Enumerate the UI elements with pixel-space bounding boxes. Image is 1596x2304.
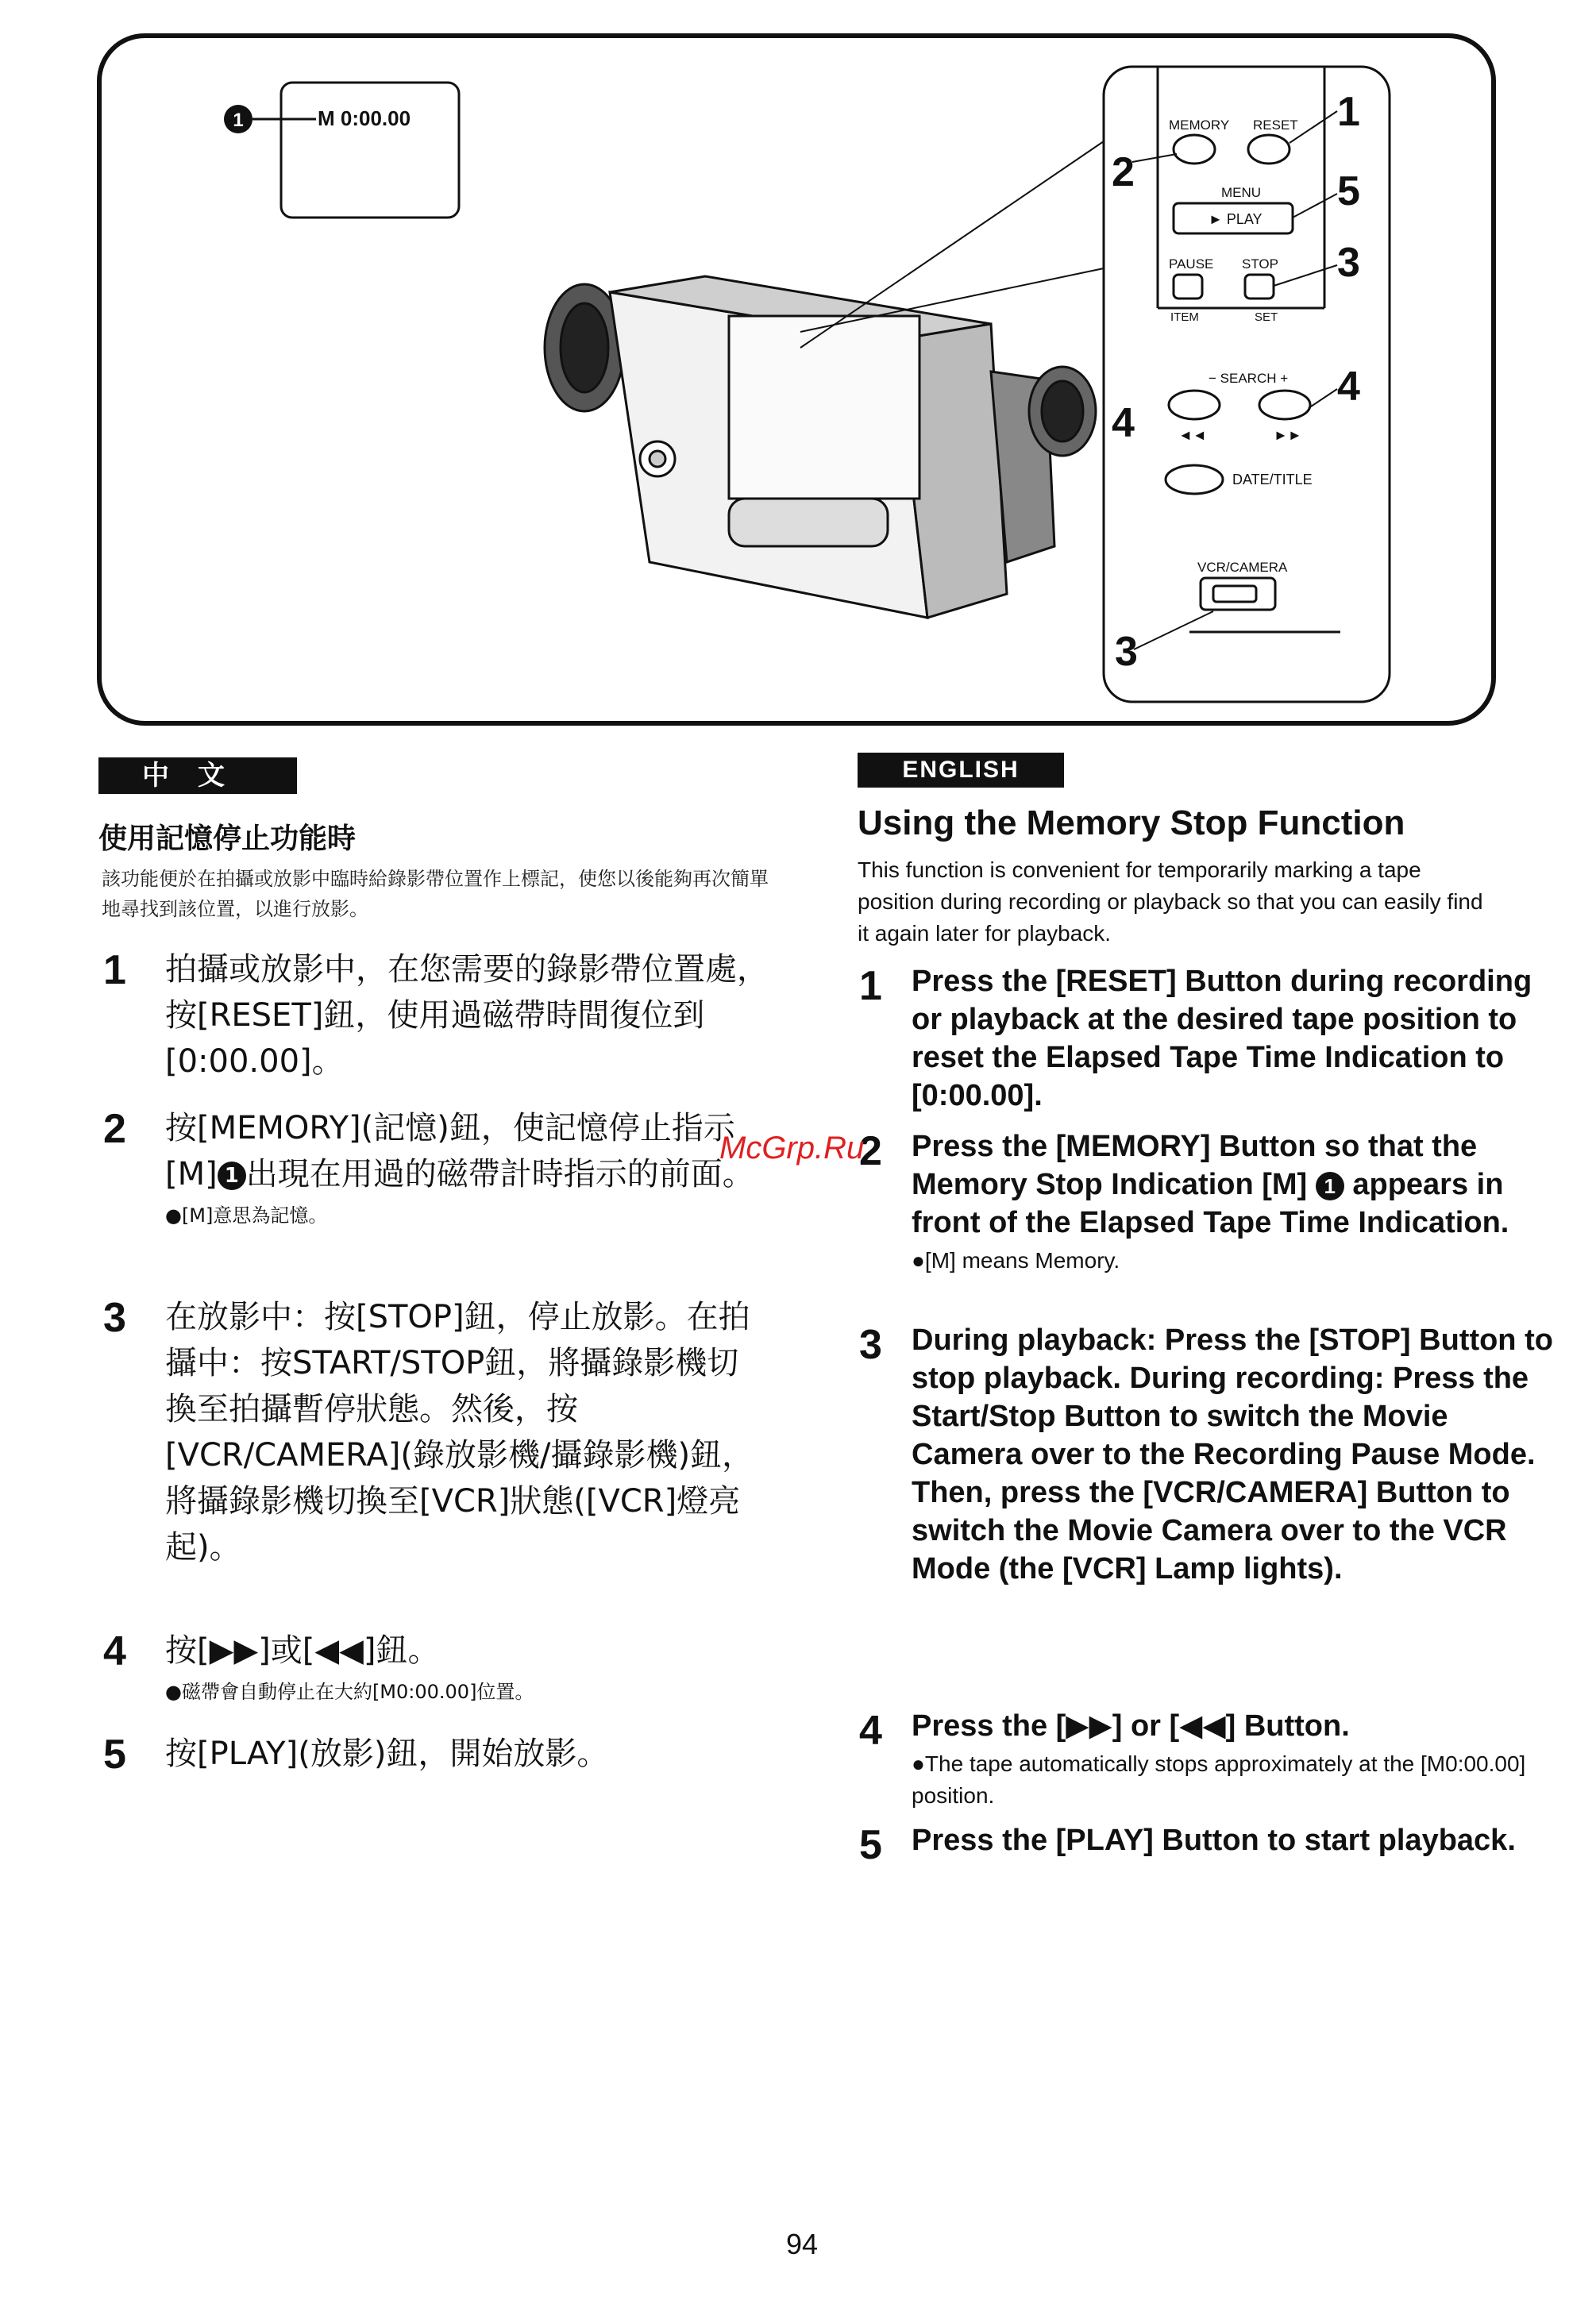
step-text: Press the [RESET] Button during recording or playback at the desired tape position to reset the Elapsed Tape Time Indication to [0:00.00]. xyxy=(912,965,1532,1112)
step-text: Press the [MEMORY] Button so that the Memory Stop Indication [M] 1 appears in front of the Elapsed Tape Time Indication. ●[M] means Memory. xyxy=(912,1127,1563,1277)
stop-button xyxy=(1245,275,1274,299)
callout-memory: 2 xyxy=(1112,149,1135,195)
pause-button xyxy=(1174,275,1202,299)
step-number: 3 xyxy=(859,1322,882,1368)
step-text: 按[MEMORY](記憶)鈕，使記憶停止指示[M] 1 出現在用過的磁帶計時指示的前面。 ●[M]意思為記憶。 xyxy=(165,1105,769,1229)
step-note: ●[M]意思為記憶。 xyxy=(165,1204,328,1227)
stop-label: STOP xyxy=(1242,256,1278,272)
step-note: ●[M] means Memory. xyxy=(912,1248,1120,1273)
step-note: ●The tape automatically stops approximately at the [M0:00.00] position. xyxy=(912,1751,1526,1808)
menu-label: MENU xyxy=(1221,185,1262,200)
camcorder-illustration xyxy=(102,38,1501,730)
step-text: Press the [PLAY] Button to start playback. xyxy=(912,1824,1516,1857)
callout-fast-forward: 4 xyxy=(1337,364,1360,410)
english-title: Using the Memory Stop Function xyxy=(858,803,1405,842)
watermark: McGrp.Ru xyxy=(719,1131,865,1165)
step-text: 拍攝或放影中，在您需要的錄影帶位置處，按[RESET]鈕，使用過磁帶時間復位到[0:00.00]。 xyxy=(165,951,769,1080)
step-number: 4 xyxy=(103,1628,126,1674)
chinese-section-label: 中文 xyxy=(98,757,297,794)
page-number: 94 xyxy=(786,2228,819,2260)
step-number: 1 xyxy=(103,947,126,993)
memory-indicator-badge-icon: 1 xyxy=(218,1162,246,1190)
item-label: ITEM xyxy=(1170,310,1199,324)
step-text: 按[▶▶]或[◀◀]鈕。 ●磁帶會自動停止在大約[M0:00.00]位置。 xyxy=(165,1628,769,1705)
callout-stop: 3 xyxy=(1337,240,1360,286)
step-number: 5 xyxy=(103,1732,126,1778)
search-label: − SEARCH + xyxy=(1209,371,1289,386)
fast-forward-icon: ►► xyxy=(1274,427,1302,443)
set-label: SET xyxy=(1255,310,1278,324)
illustration-frame xyxy=(97,33,1496,726)
fast-forward-button xyxy=(1259,391,1310,419)
monitor-text: M 0:00.00 xyxy=(318,106,411,130)
pause-label: PAUSE xyxy=(1169,256,1214,272)
callout-vcr: 3 xyxy=(1115,629,1138,675)
monitor-display xyxy=(281,83,459,218)
callout-play: 5 xyxy=(1337,168,1360,214)
step-number: 2 xyxy=(103,1106,126,1152)
chinese-title: 使用記憶停止功能時 xyxy=(98,823,357,855)
vcr-camera-label: VCR/CAMERA xyxy=(1197,560,1288,575)
callout-rewind: 4 xyxy=(1112,400,1135,446)
step-number: 2 xyxy=(859,1128,882,1174)
rewind-icon: ◄◄ xyxy=(1178,427,1207,443)
callout-reset: 1 xyxy=(1337,89,1360,135)
reset-label: RESET xyxy=(1253,118,1298,133)
vcr-camera-switch xyxy=(1201,578,1275,610)
memory-button xyxy=(1174,135,1215,164)
memory-indicator-badge-icon: 1 xyxy=(1316,1172,1344,1200)
step-note: ●磁帶會自動停止在大約[M0:00.00]位置。 xyxy=(165,1681,534,1703)
step-number: 4 xyxy=(859,1708,882,1754)
rewind-button xyxy=(1169,391,1220,419)
monitor-badge: 1 xyxy=(233,110,244,131)
step-number: 1 xyxy=(859,963,882,1009)
step-text: 按[PLAY](放影)鈕，開始放影。 xyxy=(165,1736,609,1772)
play-label: ► PLAY xyxy=(1209,211,1263,227)
english-section-label: ENGLISH xyxy=(858,753,1064,788)
step-text: During playback: Press the [STOP] Button to stop playback. During recording: Press the Start/Stop Button to switch the Movie Camera over to the Recording Pause Mode. Then, press the [VCR/CAMERA] Button to switch the Movie Camera over to the VCR Mode (the [VCR] Lamp lights). xyxy=(912,1323,1553,1585)
step-number: 3 xyxy=(103,1295,126,1341)
step-text: 在放影中：按[STOP]鈕，停止放影。在拍攝中：按START/STOP鈕，將攝錄影機切換至拍攝暫停狀態。然後，按[VCR/CAMERA](錄放影機/攝錄影機)鈕，將攝錄影機切換至[VCR]狀態([VCR]燈亮起)。 xyxy=(165,1299,754,1566)
reset-button xyxy=(1248,135,1290,164)
english-intro: This function is convenient for temporarily marking a tape position during recording or playback so that you can easily find it again later for playback. xyxy=(858,857,1483,946)
step-number: 5 xyxy=(859,1822,882,1868)
memory-label: MEMORY xyxy=(1169,118,1230,133)
step-text: Press the [▶▶] or [◀◀] Button. ●The tape automatically stops approximately at the [M0:00.00] position. xyxy=(912,1707,1563,1812)
chinese-intro: 該功能便於在拍攝或放影中臨時給錄影帶位置作上標記，使您以後能夠再次簡單地尋找到該位置，以進行放影。 xyxy=(102,868,769,920)
date-title-button xyxy=(1166,465,1223,494)
date-title-label: DATE/TITLE xyxy=(1232,472,1313,487)
